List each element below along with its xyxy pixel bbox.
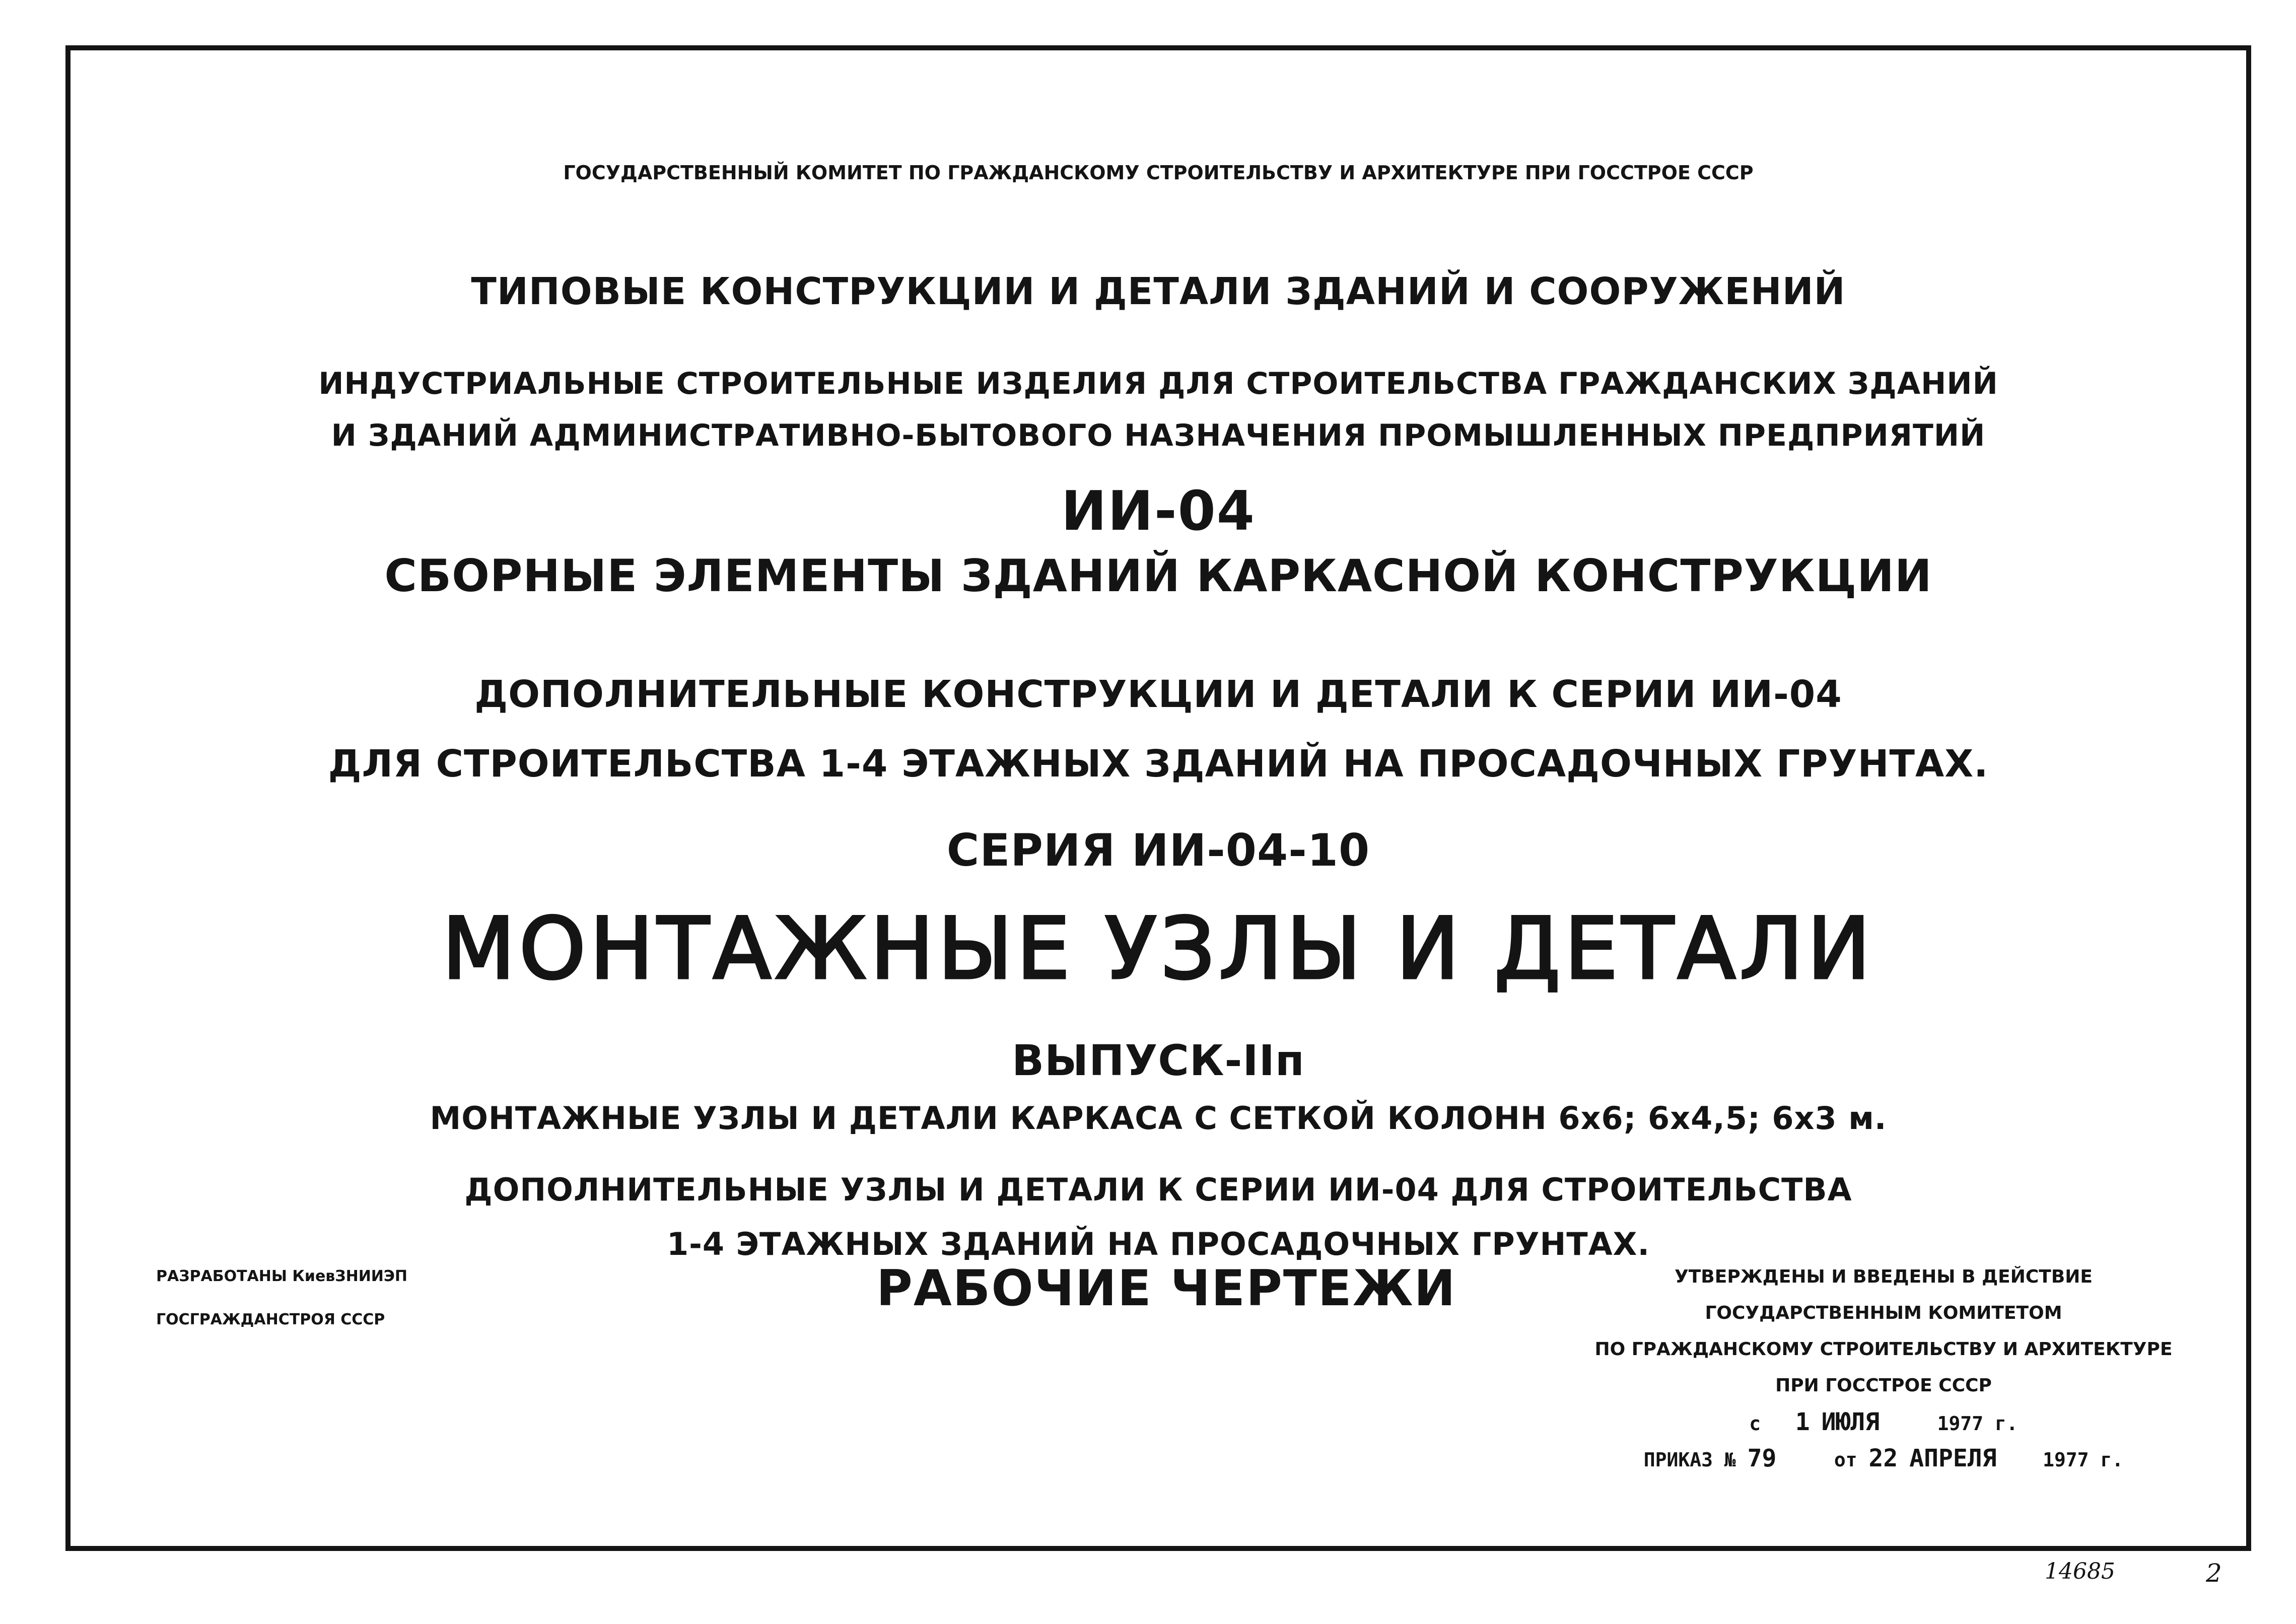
ministry-header: ГОСУДАРСТВЕННЫЙ КОМИТЕТ ПО ГРАЖДАНСКОМУ СТРОИТЕЛЬСТВУ И АРХИТЕКТУРЕ ПРИ ГОССТРОЕ СССР xyxy=(563,162,1754,184)
issue-label: ВЫПУСК-IIп xyxy=(1012,1036,1305,1085)
extra-line-2: 1-4 ЭТАЖНЫХ ЗДАНИЙ НА ПРОСАДОЧНЫХ ГРУНТАХ. xyxy=(666,1226,1650,1262)
date-prefix: с xyxy=(1749,1413,1761,1435)
developed-by-line-2: ГОСГРАЖДАНСТРОЯ СССР xyxy=(156,1311,385,1328)
approval-date xyxy=(1531,1404,2236,1440)
order-day: 22 xyxy=(1868,1444,1898,1472)
series-code: СЕРИЯ ИИ-04-10 xyxy=(946,824,1370,876)
date-year: 1977 г. xyxy=(1937,1413,2018,1435)
order-from: от xyxy=(1834,1449,1857,1471)
additional-line-1: ДОПОЛНИТЕЛЬНЫЕ КОНСТРУКЦИИ И ДЕТАЛИ К СЕРИИ ИИ-04 xyxy=(474,673,1842,716)
date-day: 1 xyxy=(1795,1408,1810,1436)
page-number: 2 xyxy=(2206,1559,2222,1588)
archive-number: 14685 xyxy=(2045,1559,2115,1584)
page-title: МОНТАЖНЫЕ УЗЛЫ И ДЕТАЛИ xyxy=(442,899,1875,998)
order-label: ПРИКАЗ № xyxy=(1643,1449,1736,1471)
approval-line-2: ГОСУДАРСТВЕННЫМ КОМИТЕТОМ xyxy=(1705,1303,2062,1323)
series-title: ТИПОВЫЕ КОНСТРУКЦИИ И ДЕТАЛИ ЗДАНИЙ И СООРУЖЕНИЙ xyxy=(471,270,1846,313)
approval-line-1: УТВЕРЖДЕНЫ И ВВЕДЕНЫ В ДЕЙСТВИЕ xyxy=(1674,1266,2093,1287)
order-month: АПРЕЛЯ xyxy=(1909,1444,1997,1472)
industrial-line-1: ИНДУСТРИАЛЬНЫЕ СТРОИТЕЛЬНЫЕ ИЗДЕЛИЯ ДЛЯ СТРОИТЕЛЬСТВА ГРАЖДАНСКИХ ЗДАНИЙ xyxy=(318,366,1998,401)
additional-line-2: ДЛЯ СТРОИТЕЛЬСТВА 1-4 ЭТАЖНЫХ ЗДАНИЙ НА ПРОСАДОЧНЫХ ГРУНТАХ. xyxy=(328,742,1989,786)
industrial-line-2: И ЗДАНИЙ АДМИНИСТРАТИВНО-БЫТОВОГО НАЗНАЧЕНИЯ ПРОМЫШЛЕННЫХ ПРЕДПРИЯТИЙ xyxy=(331,418,1986,453)
order-year: 1977 г. xyxy=(2043,1449,2124,1471)
date-month: ИЮЛЯ xyxy=(1821,1408,1880,1436)
issue-description: МОНТАЖНЫЕ УЗЛЫ И ДЕТАЛИ КАРКАСА С СЕТКОЙ КОЛОНН 6х6; 6х4,5; 6х3 м. xyxy=(430,1100,1887,1137)
approval-block xyxy=(1531,1259,2236,1476)
order-number: 79 xyxy=(1747,1444,1777,1472)
working-drawings-label: РАБОЧИЕ ЧЕРТЕЖИ xyxy=(876,1260,1456,1317)
approval-line-4: ПРИ ГОССТРОЕ СССР xyxy=(1775,1375,1992,1396)
developed-by-line-1: РАЗРАБОТАНЫ КиевЗНИИЭП xyxy=(156,1267,408,1285)
series-code-main: ИИ-04 xyxy=(1061,480,1256,543)
frame-elements-title: СБОРНЫЕ ЭЛЕМЕНТЫ ЗДАНИЙ КАРКАСНОЙ КОНСТРУКЦИИ xyxy=(384,550,1932,602)
developed-by xyxy=(156,1269,407,1356)
approval-line-3: ПО ГРАЖДАНСКОМУ СТРОИТЕЛЬСТВУ И АРХИТЕКТУРЕ xyxy=(1594,1339,2173,1360)
approval-order xyxy=(1531,1440,2236,1476)
extra-line-1: ДОПОЛНИТЕЛЬНЫЕ УЗЛЫ И ДЕТАЛИ К СЕРИИ ИИ-04 ДЛЯ СТРОИТЕЛЬСТВА xyxy=(464,1171,1852,1208)
